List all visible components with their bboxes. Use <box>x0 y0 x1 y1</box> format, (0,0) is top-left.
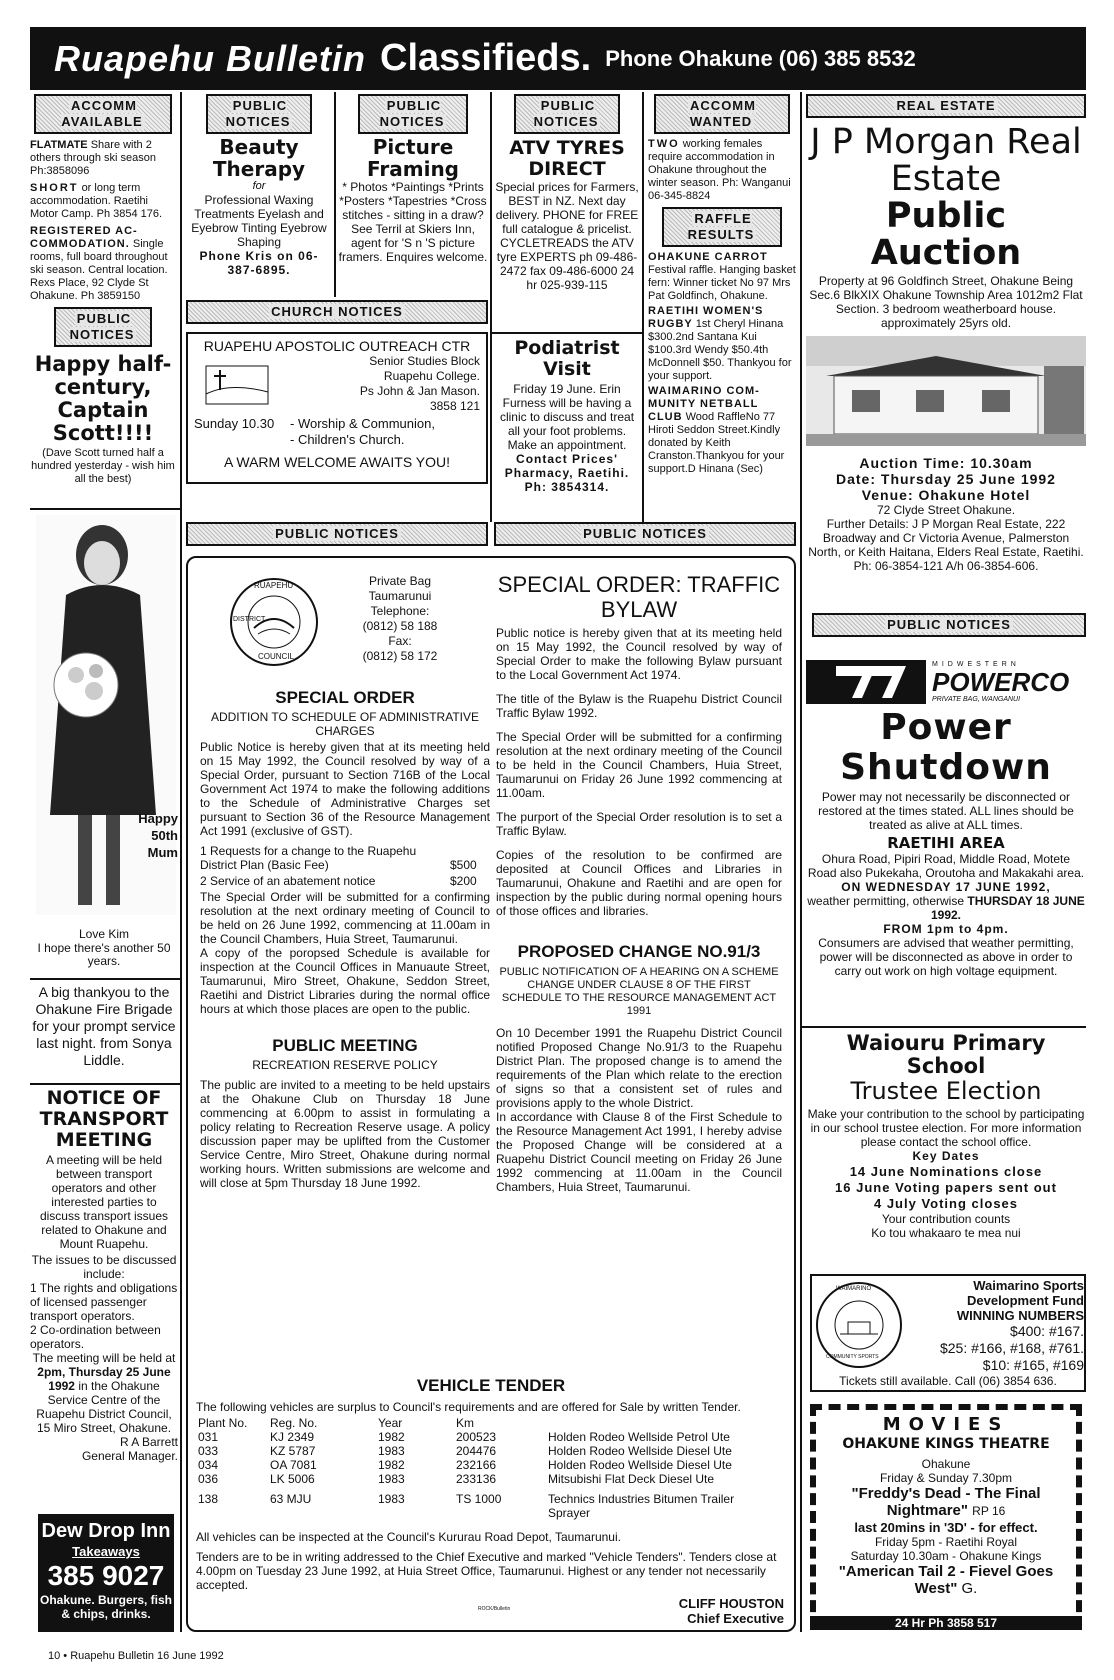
atv-tyres-ad <box>494 94 640 292</box>
public-meeting-title: PUBLIC MEETING <box>272 1036 418 1055</box>
proposed-change-1: On 10 December 1991 the Ruapehu District Council notified Proposed Change No.91/3 to the Ruapehu District Plan. The proposed change is to amend the requirements of the Plan which relate to the erection of signs so that a consistent set of rules and provisions apply to the whole District. <box>496 1026 782 1110</box>
ad-short: or long term accommodation. Raetihi Motor Camp. Ph 3854 176. <box>30 182 163 220</box>
meeting-post: in the Ohakune Service Centre of the Ruapehu District Council, 15 Miro Street, Ohakune. <box>36 1379 172 1435</box>
wm-logo-top: WAIMARINO <box>836 1286 872 1292</box>
wm-logo-bottom: COMMUNITY SPORTS <box>826 1354 879 1360</box>
raetihi-area: RAETIHI AREA <box>887 834 1005 852</box>
house-photo-icon <box>806 336 1086 446</box>
saturday: Saturday 10.30am - Ohakune Kings <box>850 1549 1042 1563</box>
vehicle-tender-title: VEHICLE TENDER <box>416 1376 566 1395</box>
atv-title: ATV TYRES DIRECT <box>509 137 625 180</box>
col2-public-notices-header: PUBLIC NOTICES <box>206 94 312 134</box>
transport-issue-1: 1 The rights and obligations of licensed passenger transport operators. <box>30 1281 178 1323</box>
table-row: 036 LK 5006 1983 233136 Mitsubishi Flat Deck Diesel Ute <box>198 1472 715 1486</box>
beauty-phone: Phone Kris on 06-387-6895. <box>199 249 319 277</box>
roads: Ohura Road, Pipiri Road, Middle Road, Motete Road also Pukekaha, Oroutoha and Makakahi area. <box>807 852 1085 880</box>
fee-2: 2 Service of an abatement notice <box>200 874 376 888</box>
chief-executive: CLIFF HOUSTON Chief Executive <box>678 1596 784 1626</box>
maori-text: Ko tou whakaaro te mea nui <box>871 1226 1021 1240</box>
auction-venue: Venue: Ohakune Hotel <box>861 487 1031 503</box>
transport-title: NOTICE OF TRANSPORT MEETING <box>39 1087 169 1151</box>
proposed-change-sub: PUBLIC NOTIFICATION OF A HEARING ON A SCHEME CHANGE UNDER CLAUSE 8 OF THE FIRST SCHEDULE TO THE RESOURCE MANAGEMENT ACT 1991 <box>499 966 779 1017</box>
general-manager: General Manager. <box>81 1449 178 1463</box>
fee-1-amount: $500 <box>450 858 477 872</box>
traffic-bylaw-title: SPECIAL ORDER: TRAFFIC BYLAW <box>497 572 781 622</box>
masthead-phone: Phone Ohakune (06) 385 8532 <box>605 45 916 71</box>
jp-morgan-title: J P Morgan Real Estate <box>810 122 1082 199</box>
dew-drop-inn-ad <box>38 1514 174 1632</box>
wm-prize-3: $10: #165, #169 <box>982 1357 1084 1373</box>
traffic-bylaw-2: The title of the Bylaw is the Ruapehu District Council Traffic Bylaw 1992. <box>496 692 782 720</box>
ad-netball: Wood RaffleNo 77 Hiroti Seddon Street.Kindly donated by Keith Cranston.Thankyou for your support.D Hinana (Sec) <box>648 411 785 475</box>
special-order-body-3: A copy of the poropsed Schedule is available for inspection at the Council Offices in Manuaute Street, Taumarunui, Miro Street, Ohakune, Seddon Street, Raetihi and District Libraries during the normal office hours at which those places are open to the public. <box>200 946 490 1016</box>
happy-half-century: Happy half-century, Captain Scott!!!! <box>34 352 172 445</box>
wm-prize-1: $400: #167. <box>1010 1323 1084 1339</box>
public-notices-bar-right: PUBLIC NOTICES <box>494 522 796 546</box>
happy-50th-mum: Happy 50th Mum <box>138 811 178 860</box>
beauty-body: Professional Waxing Treatments Eyelash and Eyebrow Tinting Eyebrow Shaping <box>191 193 327 249</box>
vt-header: Km <box>456 1416 474 1430</box>
small-print: ROCK/Bulletin <box>478 1606 511 1612</box>
movies-times: Friday & Sunday 7.30pm <box>879 1471 1013 1485</box>
table-row: 034 OA 7081 1982 232166 Holden Rodeo Wellside Diesel Ute <box>198 1458 732 1472</box>
podiatrist-contact: Contact Prices' Pharmacy, Raetihi. Ph: 3854314. <box>504 452 630 494</box>
ad-carrot: Festival raffle. Hanging basket fern: Winner ticket No 97 Mrs Pat Goldfinch, Ohakune. <box>648 264 796 302</box>
public-meeting-sub: RECREATION RESERVE POLICY <box>252 1058 438 1072</box>
vt-header: Plant No. <box>198 1416 248 1430</box>
consumers: Consumers are advised that weather permitting, power will be disconnected as above in order to carry out work on high voltage equipment. <box>818 936 1074 978</box>
picture-framing-title: Picture Framing <box>367 135 459 181</box>
proposed-change-title: PROPOSED CHANGE NO.91/3 <box>517 942 761 961</box>
kw-registered: REGISTERED AC-COMMODATION. <box>30 225 138 250</box>
table-row: 033 KZ 5787 1983 204476 Holden Rodeo Wellside Diesel Ute <box>198 1444 732 1458</box>
fee-1: 1 Requests for a change to the Ruapehu District Plan (Basic Fee) <box>200 844 417 872</box>
dew-takeaways: Takeaways <box>72 1544 140 1559</box>
church-worship: - Worship & Communion, <box>290 416 435 431</box>
podiatrist-ad <box>494 338 640 494</box>
waimarino-sports-ad <box>810 1274 1086 1392</box>
movies-title: MOVIES <box>882 1414 1010 1435</box>
shutdown-alt: THURSDAY 18 JUNE 1992. <box>930 894 1085 922</box>
american-tail: "American Tail 2 - Fievel Goes West" G. <box>838 1563 1054 1597</box>
wm-prize-2: $25: #166, #168, #761. <box>939 1340 1084 1356</box>
school-title: Waiouru Primary School <box>846 1031 1046 1078</box>
powerco-bag: PRIVATE BAG, WANGANUI <box>932 696 1021 703</box>
wm-winning: WINNING NUMBERS <box>956 1308 1084 1323</box>
wm-tickets: Tickets still available. Call (06) 3854 636. <box>839 1374 1057 1388</box>
special-order-body-2: The Special Order will be submitted for a confirming resolution at the next ordinary meeting of Council to be held on 26 June 1992, commencing at 11.00am in the Council Chambers, Huia Street, Taumarunui. <box>200 890 490 946</box>
kw-carrot: OHAKUNE CARROT <box>648 251 768 263</box>
meeting-pre: The meeting will be held at <box>32 1351 176 1365</box>
podiatrist-body: Friday 19 June. Erin Furness will be having a clinic to discuss and treat all your foot problems. Make an appointment. <box>499 382 635 452</box>
powerco-name: POWERCO <box>932 667 1070 697</box>
friday-5pm: Friday 5pm - Raetihi Royal <box>874 1535 1018 1549</box>
school-body: Make your contribution to the school by participating in our school trustee election. For more information please contact the school office. <box>807 1107 1085 1149</box>
dew-phone: 385 9027 <box>47 1560 165 1591</box>
movies-24hr: 24 Hr Ph 3858 517 <box>810 1616 1082 1630</box>
church-children: - Children's Church. <box>290 432 405 447</box>
accomm-available-header: ACCOMM AVAILABLE <box>34 94 172 134</box>
traffic-bylaw-3: The Special Order will be submitted for a confirming resolution at the next ordinary meeting of the Council to be held in the Council Chambers, Huia Street, Taumarunui on Friday 26 June 1992 commencing at 11.00am. <box>496 730 782 800</box>
council-notice <box>186 556 796 1632</box>
movies-ohakune: Ohakune <box>921 1457 971 1471</box>
love-kim: Love Kim <box>78 927 130 941</box>
key-date-2: 16 June Voting papers sent out <box>835 1180 1057 1195</box>
beauty-for: for <box>252 180 266 192</box>
wm-title: Waimarino Sports Development Fund <box>966 1278 1084 1308</box>
kw-short: SHORT <box>30 182 79 194</box>
logo-side: DISTRICT <box>233 616 266 623</box>
council-logo <box>230 578 318 666</box>
freddy: "Freddy's Dead - The Final Nightmare" RP 16 <box>851 1485 1041 1519</box>
trustee-election: Trustee Election <box>850 1077 1042 1105</box>
transport-body: A meeting will be held between transport operators and other interested parties to discuss transport issues related to Ohakune and Mount Ruapehu. <box>39 1153 169 1251</box>
church-title: RUAPEHU APOSTOLIC OUTREACH CTR <box>203 338 471 354</box>
kw-flatmate: FLATMATE <box>30 139 88 151</box>
page-footer: 10 • Ruapehu Bulletin 16 June 1992 <box>48 1650 224 1662</box>
shutdown-from: FROM 1pm to 4pm. <box>883 922 1009 936</box>
church-notices-header: CHURCH NOTICES <box>186 300 488 324</box>
logo-top: RUAPEHU <box>254 581 294 590</box>
public-auction-title: Public Auction <box>870 196 1022 273</box>
kw-rugby: RAETIHI WOMEN'S RUGBY <box>648 305 764 330</box>
picture-framing-body: * Photos *Paintings *Prints *Posters *Tapestries *Cross stitches - sitting in a draw? See Terril at Skiers Inn, agent for 'S n 'S picture framers. Enquires welcome. <box>338 180 488 264</box>
table-row: 031 KJ 2349 1982 200523 Holden Rodeo Wellside Petrol Ute <box>198 1430 730 1444</box>
vt-header: Reg. No. <box>270 1416 318 1430</box>
hope-text: I hope there's another 50 years. <box>37 941 171 968</box>
kw-two: TWO <box>648 138 680 150</box>
fire-brigade-thanks: A big thankyou to the Ohakune Fire Brigade for your prompt service last night. from Sonya Liddle. <box>32 984 176 1068</box>
atv-body: Special prices for Farmers, BEST in NZ. Next day delivery. PHONE for FREE full catalogue & pricelist. CYCLETREADS the ATV tyre EXPERTS ph 09-486-2472 fax 09-486-6000 24 hr 025-939-115 <box>495 180 639 292</box>
accomm-wanted-header: ACCOMM WANTED <box>654 94 790 134</box>
church-welcome: A WARM WELCOME AWAITS YOU! <box>223 454 451 470</box>
real-estate-ad <box>806 94 1086 573</box>
col4-public-notices-header: PUBLIC NOTICES <box>514 94 620 134</box>
transport-meeting <box>30 1088 178 1463</box>
key-dates: Key Dates <box>912 1149 980 1163</box>
beauty-therapy-ad <box>186 94 332 277</box>
fee-2-amount: $200 <box>450 874 477 888</box>
vehicle-tender-terms: Tenders are to be in writing addressed to the Chief Executive and marked "Vehicle Tenders". Tenders close at 4.00pm on Tuesday 23 June 1992, at Huia Street Office, Taumarunui. Highest or any tender not necessarily accepted. <box>196 1550 777 1592</box>
ad-two-females: working females require accommodation in Ohakune throughout the winter season. Ph: Wanganui 06-345-8824 <box>648 138 791 202</box>
col3-public-notices-header: PUBLIC NOTICES <box>358 94 468 134</box>
council-address: Private Bag Taumarunui Telephone: (0812) 58 188 Fax: (0812) 58 172 <box>362 574 438 663</box>
key-date-1: 14 June Nominations close <box>849 1164 1043 1179</box>
last-20-mins: last 20mins in '3D' - for effect. <box>854 1520 1038 1535</box>
powerco-ad <box>806 660 1086 978</box>
power-body: Power may not necessarily be disconnected or restored at the times stated. ALL lines should be treated as alive at ALL times. <box>818 790 1074 832</box>
traffic-bylaw-4: The purport of the Special Order resolution is to set a Traffic Bylaw. <box>496 810 782 838</box>
church-location: Senior Studies Block Ruapehu College. <box>369 354 480 383</box>
meeting-when: 2pm, Thursday 25 June 1992 <box>37 1365 171 1393</box>
kw-netball: WAIMARINO COM-MUNITY NETBALL CLUB <box>648 385 760 423</box>
auction-date: Date: Thursday 25 June 1992 <box>836 471 1056 487</box>
theatre-name: OHAKUNE KINGS THEATRE <box>842 1436 1050 1452</box>
key-date-3: 4 July Voting closes <box>873 1196 1019 1211</box>
venue-address: 72 Clyde Street Ohakune. <box>876 503 1016 517</box>
church-notices <box>186 300 488 484</box>
weather-permitting: weather permitting, otherwise <box>807 894 965 908</box>
public-notices-bar-left: PUBLIC NOTICES <box>186 522 488 546</box>
masthead-classifieds: Classifieds. <box>380 37 592 79</box>
ad-registered: Single rooms, full board throughout ski season. Central location. Rexs Place, 92 Clyde St Ohakune. Ph 3859150 <box>30 238 168 302</box>
church-sunday: Sunday 10.30 <box>194 416 275 431</box>
transport-issue-2: 2 Co-ordination between operators. <box>30 1323 161 1351</box>
ad-rugby: 1st Cheryl Hinana $300.2nd Santana Kui $100.3rd Wendy $50.4th McDonnell $50. Thankyou for your support. <box>648 318 792 382</box>
raffle-results-header: RAFFLE RESULTS <box>662 207 782 247</box>
further-details: Further Details: J P Morgan Real Estate, 222 Broadway and Cr Victoria Avenue, Palmerston North, or Keith Haitana, Elders Real Estate, Raetihi. Ph: 06-3854-121 A/h 06-3854-606. <box>808 517 1084 573</box>
vehicle-tender-intro: The following vehicles are surplus to Council's requirements and are offered for Sale by written Tender. <box>196 1400 741 1414</box>
vt-header: Year <box>378 1416 403 1430</box>
masthead-title: Ruapehu Bulletin <box>54 37 366 79</box>
col-accomm <box>30 94 176 486</box>
proposed-change-2: In accordance with Clause 8 of the First Schedule to the Resource Management Act 1991, I hereby advise the Proposed Change will be considered at a Ruapehu District Council meeting on Friday 26 June 1992 commencing at 11.00am in the Council Chambers, Huia Street, Taumarunui. <box>496 1110 782 1194</box>
vehicle-inspect: All vehicles can be inspected at the Council's Kururau Road Depot, Taumarunui. <box>196 1530 621 1544</box>
property-details: Property at 96 Goldfinch Street, Ohakune Being Sec.6 BlkXIX Ohakune Township Area 1012m2 Flat Section. 3 bedroom weatherboard house. approximately 25yrs old. <box>809 274 1083 330</box>
masthead-banner <box>30 27 1086 90</box>
waiouru-school-ad <box>806 1032 1086 1240</box>
special-order-sub: ADDITION TO SCHEDULE OF ADMINISTRATIVE CHARGES <box>210 710 480 738</box>
picture-framing-ad <box>338 94 488 264</box>
special-order-body: Public Notice is hereby given that at its meeting held on 15 May 1992, the Council resolved by way of a Special Order, pursuant to Section 716B of the Local Government Act 1974 to make the following additions to the Schedule of Administrative Charges set pursuant to Section 36 of the Resource Management Act 1991 (exclusive of GST). <box>200 740 490 838</box>
church-logo-icon <box>200 360 278 410</box>
powerco-midwestern: MIDWESTERN <box>932 661 1020 668</box>
beauty-title: Beauty Therapy <box>212 135 306 181</box>
church-phone: 3858 121 <box>429 399 480 413</box>
real-estate-header: REAL ESTATE <box>806 94 1086 118</box>
power-shutdown-title: Power Shutdown <box>840 707 1052 788</box>
special-order-title: SPECIAL ORDER <box>275 688 415 707</box>
powerco-logo-icon <box>806 660 926 704</box>
col-accomm-wanted <box>648 94 796 476</box>
podiatrist-title: Podiatrist Visit <box>514 337 620 380</box>
traffic-bylaw-1: Public notice is hereby given that at its meeting held on 15 May 1992, the Council resolved by way of Special Order to make the following Bylaw pursuant to the Local Government Act 1974. <box>496 626 782 682</box>
auction-time: Auction Time: 10.30am <box>859 455 1033 471</box>
dew-title: Dew Drop Inn <box>41 1520 171 1542</box>
happy-sub: (Dave Scott turned half a hundred yesterday - wish him all the best) <box>31 447 175 485</box>
col1-public-notices-header: PUBLIC NOTICES <box>54 307 152 347</box>
col6-public-notices-header: PUBLIC NOTICES <box>812 613 1086 637</box>
ad-flatmate: Share with 2 others through ski season Ph:3858096 <box>30 139 156 177</box>
dew-tagline: Ohakune. Burgers, fish & chips, drinks. <box>39 1593 173 1621</box>
movies-ad <box>810 1404 1082 1630</box>
vehicle-tender <box>196 1376 786 1592</box>
barrett: R A Barrett <box>119 1435 178 1449</box>
contribution-counts: Your contribution counts <box>881 1212 1011 1226</box>
transport-issues: The issues to be discussed include: <box>31 1253 177 1281</box>
logo-bottom: COUNCIL <box>258 652 295 661</box>
traffic-bylaw-5: Copies of the resolution to be confirmed are deposited at Council Offices and Libraries in Taumarunui, Ohakune and Raetihi and are open for inspection by the public during normal opening hours of those offices and libraries. <box>496 848 782 918</box>
shutdown-when: ON WEDNESDAY 17 JUNE 1992, <box>841 880 1051 894</box>
public-meeting-body: The public are invited to a meeting to be held upstairs at the Ohakune Club on Thursday 18 June commencing at 6.00pm to assist in formulating a policy relating to Recreation Reserve usage. A policy discussion paper may be uplifted from the Customer Service Centre, Miro Street, Ohakune during normal working hours. Written submissions are welcome and will close at 5pm Thursday 18 June 1992. <box>200 1078 490 1190</box>
waimarino-logo <box>816 1282 902 1368</box>
table-row: 138 63 MJU 1983 TS 1000 Technics Industries Bitumen Trailer Sprayer <box>198 1492 735 1520</box>
vehicle-table <box>196 1416 766 1520</box>
church-pastors: Ps John & Jan Mason. <box>359 384 480 398</box>
